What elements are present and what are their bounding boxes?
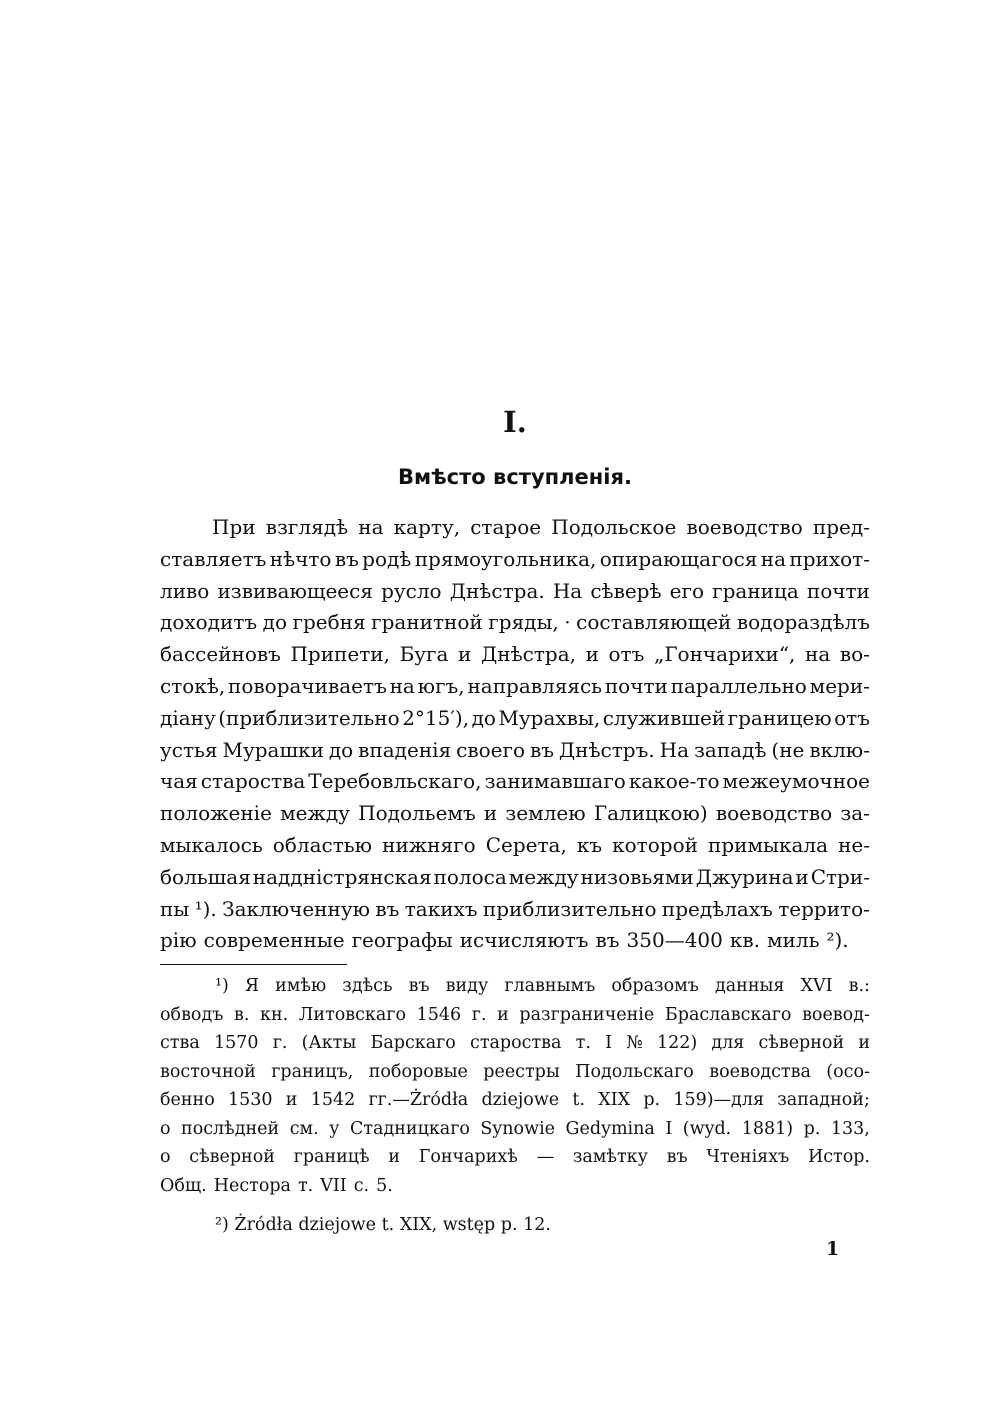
footnote-line: обводъ в. кн. Литовскаго 1546 г. и разграниченіе Браславскаго воевод-: [160, 1004, 870, 1025]
body-line: пы ¹). Заключенную въ такихъ приблизительно предѣлахъ террито-: [160, 896, 870, 921]
body-line: бассейновъ Припети, Буга и Днѣстра, и отъ „Гончарихи“, на во-: [160, 642, 870, 667]
footnote-line: о сѣверной границѣ и Гончарихѣ — замѣтку въ Чтеніяхъ Истор.: [160, 1147, 870, 1167]
footnote-2: ²) Żródła dziejowe t. XIX, wstęp p. 12.: [215, 1215, 551, 1235]
body-line: стокѣ, поворачиваетъ на югъ, направляясь почти параллельно мери-: [160, 673, 870, 698]
body-line: чая староства Теребовльскаго, занимавшаго какое-то межеумочное: [160, 769, 870, 794]
body-line: ставляетъ нѣчто въ родѣ прямоугольника, опирающагося на прихот-: [160, 546, 870, 571]
footnote-line: Общ. Нестора т. VII с. 5.: [160, 1175, 393, 1196]
body-line: положеніе между Подольемъ и землею Галицкою) воеводство за-: [160, 801, 870, 826]
chapter-number: I.: [503, 405, 527, 439]
body-line: При взглядѣ на карту, старое Подольское воеводство пред-: [212, 515, 870, 539]
footnote-divider: [160, 964, 347, 965]
body-line: большая наддністрянская полоса между низовьями Джурина и Стри-: [160, 864, 870, 889]
footnote-line: ¹) Я имѣю здѣсь въ виду главнымъ образомъ данныя XVI в.:: [215, 976, 870, 996]
footnote-line: о послѣдней см. у Стадницкаго Synowie Gedymina I (wyd. 1881) p. 133,: [160, 1118, 870, 1139]
body-paragraph: [160, 512, 870, 957]
body-line: мыкалось областью нижняго Серета, къ которой примыкала не-: [160, 832, 870, 857]
chapter-title: Вмѣсто вступленія.: [398, 465, 632, 489]
page-number: 1: [826, 1238, 840, 1260]
body-line: рію современные географы исчисляютъ въ 350—400 кв. миль ²).: [160, 928, 849, 953]
body-line: доходитъ до гребня гранитной гряды, · составляющей водораздѣлъ: [160, 610, 870, 635]
body-line: ливо извивающееся русло Днѣстра. На сѣверѣ его граница почти: [160, 578, 870, 603]
footnote-line: ства 1570 г. (Акты Барскаго староства т. I № 122) для сѣверной и: [160, 1033, 870, 1053]
footnote-1: [160, 972, 870, 1200]
body-line: устья Мурашки до впаденія своего въ Днѣстръ. На западѣ (не вклю-: [160, 737, 870, 762]
footnote-line: восточной границъ, поборовые реестры Подольскаго воеводства (осо-: [160, 1061, 870, 1082]
footnote-line: бенно 1530 и 1542 гг.—Żródła dziejowe t. XIX p. 159)—для западной;: [160, 1090, 870, 1110]
body-line: діану (приблизительно 2°15′), до Мурахвы, служившей границею отъ: [160, 705, 870, 730]
